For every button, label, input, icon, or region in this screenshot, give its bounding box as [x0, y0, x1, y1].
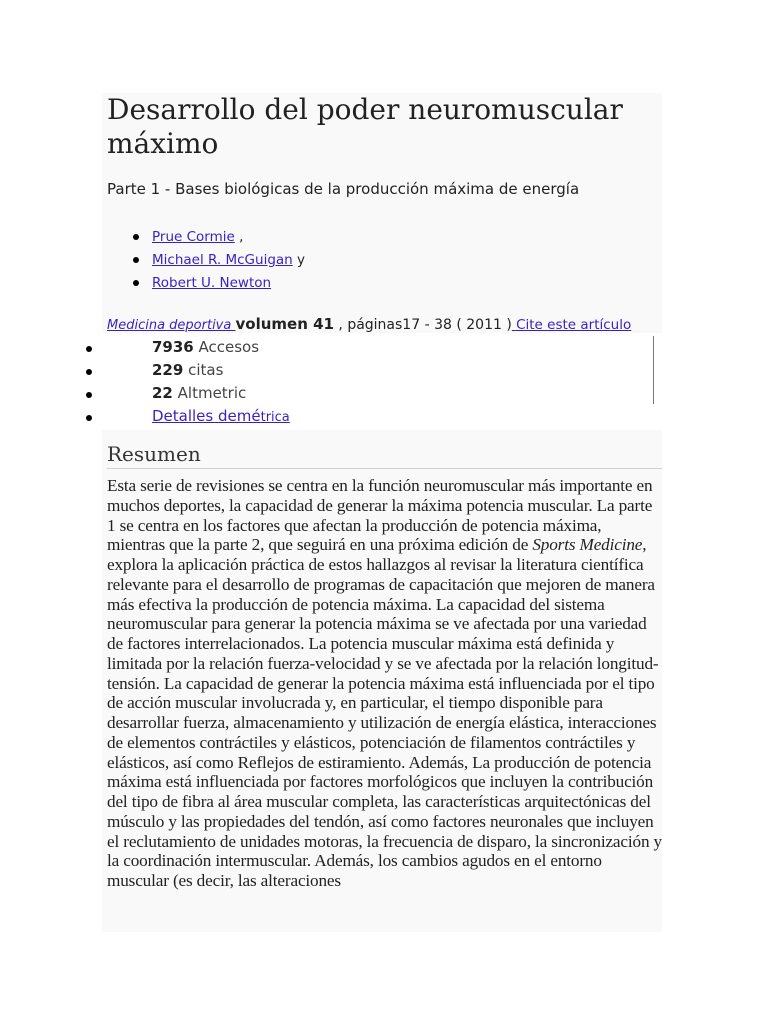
metric-value: 22 — [152, 384, 173, 402]
abstract-body — [107, 476, 662, 932]
metrics-divider — [653, 336, 654, 404]
citation-line — [107, 312, 631, 338]
cite-article-link[interactable]: Cite este artículo — [511, 317, 632, 333]
metric-value: 229 — [152, 361, 184, 379]
metric-details-text-small: trica — [260, 410, 290, 425]
author-item — [107, 272, 305, 295]
metrics-list — [80, 336, 290, 428]
author-item — [107, 226, 305, 249]
abstract-journal-italic: Sports Medicine — [532, 535, 643, 555]
metric-value: 7936 — [152, 338, 194, 356]
metric-label: citas — [183, 361, 224, 379]
author-link-mcguigan[interactable]: Michael R. McGuigan — [152, 252, 293, 268]
author-link-cormie[interactable]: Prue Cormie — [152, 229, 235, 245]
volume-label: volumen 41 — [235, 315, 334, 333]
article-title: Desarrollo del poder neuromuscular máximo — [107, 93, 623, 160]
abstract-text-part: , explora la aplicación práctica de estos hallazgos al revisar la literatura científica relevante para el desarrollo de programas de capacitación que mejoren de manera más efectiva la producción de potencia máxima. La capacidad del sistema neuromuscular para generar la potencia máxima se ve afectada por una variedad de factores interrelacionados. La potencia muscular máxima está definida y limitada por la relación fuerza-velocidad y se ve afectada por la relación longitud-tensión. La capacidad de generar la potencia máxima está influenciada por el tipo de acción muscular involucrada y, en particular, el tiempo disponible para desarrollar fuerza, almacenamiento y utilización de energía elástica, interacciones de elementos contráctiles y elásticos, potenciación de filamentos contráctiles y elásticos, así como Reflejos de estiramiento. Además, La producción de potencia máxima está influenciada por factores morfológicos que incluyen la contribución del tipo de fibra al área muscular completa, las características arquitectónicas del músculo y las propiedades del tendón, así como factores neuronales que incluyen el reclutamiento de unidades motoras, la frecuencia de disparo, la sincronización y la coordinación intermuscular. Además, los cambios agudos en el entorno muscular (es decir, las alteraciones — [107, 535, 662, 890]
author-item — [107, 249, 305, 272]
metric-altmetric — [80, 382, 290, 405]
article-subtitle: Parte 1 - Bases biológicas de la producción máxima de energía — [107, 180, 580, 198]
abstract-heading: Resumen — [107, 441, 662, 469]
metric-details-item — [80, 405, 290, 428]
abstract-text-part: Esta serie de revisiones se centra en la función neuromuscular más importante en muchos deportes, la capacidad de generar la máxima potencia muscular. La parte 1 se centra en los factores que afectan la producción de potencia máxima, mientras que la parte 2, que seguirá en una próxima edición de — [107, 476, 653, 555]
author-list — [107, 226, 305, 295]
author-separator: y — [292, 252, 305, 268]
metric-details-link[interactable] — [152, 407, 290, 425]
metric-label: Altmetric — [172, 384, 247, 402]
metric-citations — [80, 359, 290, 382]
metric-details-text: Detalles demé — [152, 407, 261, 425]
metric-accesses — [80, 336, 290, 359]
pages-year: , páginas17 - 38 ( 2011 ) — [333, 317, 512, 333]
metric-label: Accesos — [193, 338, 260, 356]
author-link-newton[interactable]: Robert U. Newton — [152, 275, 272, 291]
journal-link[interactable]: Medicina deportiva — [107, 318, 236, 333]
author-separator: , — [234, 229, 244, 245]
